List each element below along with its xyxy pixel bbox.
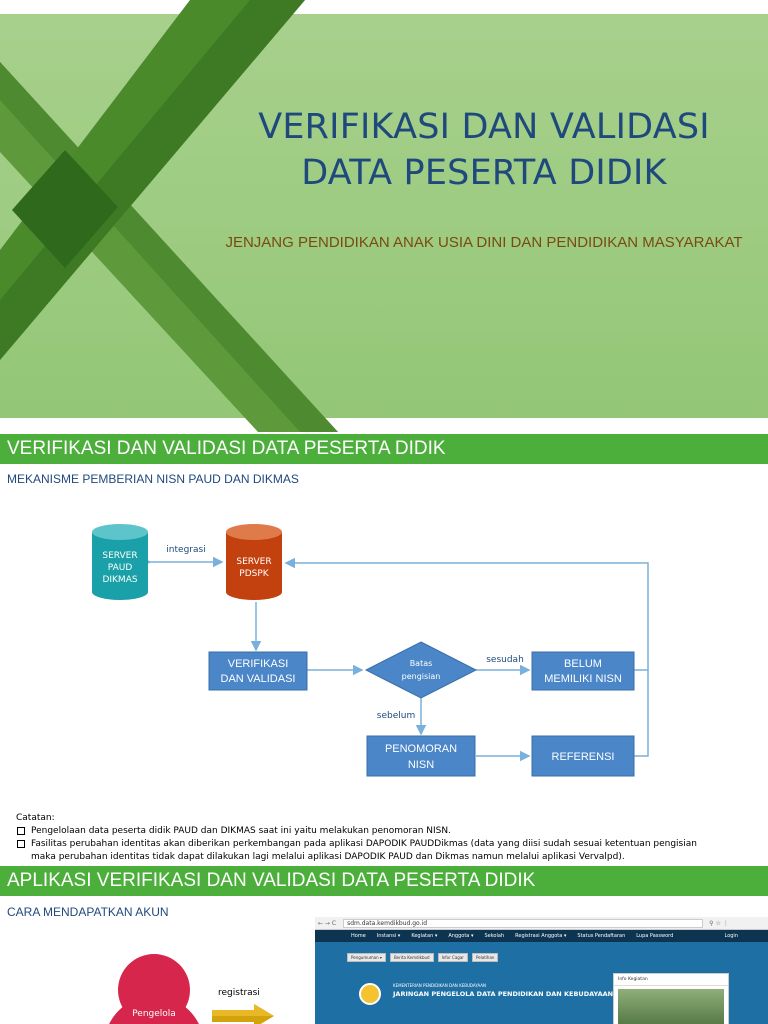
pengelola-label: Pengelola bbox=[132, 1009, 176, 1019]
title-line-2: DATA PESERTA DIDIK bbox=[301, 153, 667, 193]
sesudah-label: sesudah bbox=[486, 655, 524, 665]
server-paud-dikmas-node bbox=[92, 524, 148, 600]
activity-photo bbox=[618, 989, 724, 1024]
browser-address-bar bbox=[315, 917, 768, 930]
tool-pengumuman: Pengumuman ▾ bbox=[347, 953, 386, 962]
url-field: sdm.data.kemdikbud.go.id bbox=[343, 919, 703, 928]
belum-line2: MEMILIKI NISN bbox=[544, 673, 622, 685]
menu-login: Login bbox=[724, 933, 738, 939]
browser-tools-icon: ⚲☆⋮ bbox=[709, 919, 731, 927]
tool-berita: Berita Kemdikbud bbox=[390, 953, 434, 962]
tool-infor: Infor Cagar bbox=[438, 953, 468, 962]
title-slide bbox=[0, 0, 768, 432]
ministry-logo-icon bbox=[359, 983, 381, 1005]
verval-line2: DAN VALIDASI bbox=[220, 673, 296, 685]
batas-line2: pengisian bbox=[401, 672, 441, 681]
referensi-label: REFERENSI bbox=[551, 751, 615, 763]
referensi-return-connector bbox=[634, 670, 648, 756]
server-pdspk-line2: PDSPK bbox=[239, 569, 269, 579]
note-item-1 bbox=[16, 825, 697, 838]
menu-status: Status Pendaftaran bbox=[577, 933, 626, 939]
slide-title bbox=[210, 104, 758, 196]
checkbox-bullet-icon bbox=[17, 827, 25, 835]
menu-kegiatan: Kegiatan ▾ bbox=[411, 933, 438, 939]
note-2-line1: Fasilitas perubahan identitas akan diberikan perkembangan pada aplikasi DAPODIK PAUDDikmas (data yang diisi sudah sesuai ketentuan pengisian bbox=[31, 839, 697, 849]
sebelum-label: sebelum bbox=[376, 711, 416, 721]
portal-title: JARINGAN PENGELOLA DATA PENDIDIKAN DAN KEBUDAYAAN bbox=[393, 990, 614, 998]
notes-title: Catatan: bbox=[16, 813, 55, 823]
nav-arrows-icon: ← → C bbox=[318, 919, 337, 927]
notes-block bbox=[16, 812, 697, 864]
penomoran-line2: NISN bbox=[407, 759, 435, 771]
batas-pengisian-decision bbox=[366, 642, 476, 698]
portal-toolbar bbox=[347, 953, 502, 962]
batas-line1: Batas bbox=[409, 659, 433, 668]
menu-home: Home bbox=[351, 933, 366, 939]
title-line-1: VERIFIKASI DAN VALIDASI bbox=[258, 107, 710, 147]
integrasi-label: integrasi bbox=[166, 545, 206, 555]
verval-line1: VERIFIKASI bbox=[227, 658, 289, 670]
slide3-section-label: CARA MENDAPATKAN AKUN bbox=[7, 905, 169, 919]
belum-line1: BELUM bbox=[564, 658, 602, 670]
note-1-text: Pengelolaan data peserta didik PAUD dan DIKMAS saat ini yaitu melakukan penomoran NISN. bbox=[31, 826, 451, 836]
belum-memiliki-nisn-node bbox=[532, 652, 634, 690]
portal-menu-bar bbox=[315, 930, 768, 942]
checkbox-bullet-icon bbox=[17, 840, 25, 848]
server-paud-line3: DIKMAS bbox=[102, 575, 138, 585]
slide-subtitle: JENJANG PENDIDIKAN ANAK USIA DINI DAN PENDIDIKAN MASYARAKAT bbox=[225, 234, 743, 251]
account-slide bbox=[0, 866, 768, 1024]
menu-sekolah: Sekolah bbox=[484, 933, 505, 939]
server-paud-line1: SERVER bbox=[102, 551, 138, 561]
menu-lupa-password: Lupa Password bbox=[636, 933, 674, 939]
slide3-banner: APLIKASI VERIFIKASI DAN VALIDASI DATA PESERTA DIDIK bbox=[0, 866, 768, 896]
note-item-2 bbox=[16, 838, 697, 851]
tool-pelatihan: Pelatihan bbox=[472, 953, 499, 962]
right-arrow-icon bbox=[212, 1004, 276, 1024]
info-kegiatan-panel bbox=[613, 973, 729, 1024]
server-pdspk-line1: SERVER bbox=[236, 557, 272, 567]
info-kegiatan-title: Info Kegiatan bbox=[614, 974, 728, 986]
ministry-name: KEMENTERIAN PENDIDIKAN DAN KEBUDAYAAN bbox=[393, 983, 487, 988]
verval-node bbox=[209, 652, 307, 690]
referensi-node bbox=[532, 736, 634, 776]
nisn-flow-diagram bbox=[0, 434, 768, 814]
server-paud-line2: PAUD bbox=[107, 563, 133, 573]
server-pdspk-node bbox=[226, 524, 282, 600]
penomoran-nisn-node bbox=[367, 736, 475, 776]
penomoran-line1: PENOMORAN bbox=[384, 743, 458, 755]
menu-anggota: Anggota ▾ bbox=[448, 933, 474, 939]
menu-instansi: Instansi ▾ bbox=[376, 933, 401, 939]
note-2-line2: maka perubahan identitas tidak dapat dilakukan lagi melalui aplikasi DAPODIK PAUD dan Dikmas namun melalui aplikasi Vervalpd). bbox=[31, 852, 625, 862]
slide2-section-label: MEKANISME PEMBERIAN NISN PAUD DAN DIKMAS bbox=[7, 472, 299, 486]
mechanism-slide bbox=[0, 434, 768, 866]
slide2-banner: VERIFIKASI DAN VALIDASI DATA PESERTA DIDIK bbox=[0, 434, 768, 464]
crossed-bands-decoration bbox=[0, 0, 768, 432]
browser-screenshot bbox=[315, 917, 768, 1024]
menu-registrasi: Registrasi Anggota ▾ bbox=[515, 933, 567, 939]
registrasi-label: registrasi bbox=[218, 988, 260, 998]
